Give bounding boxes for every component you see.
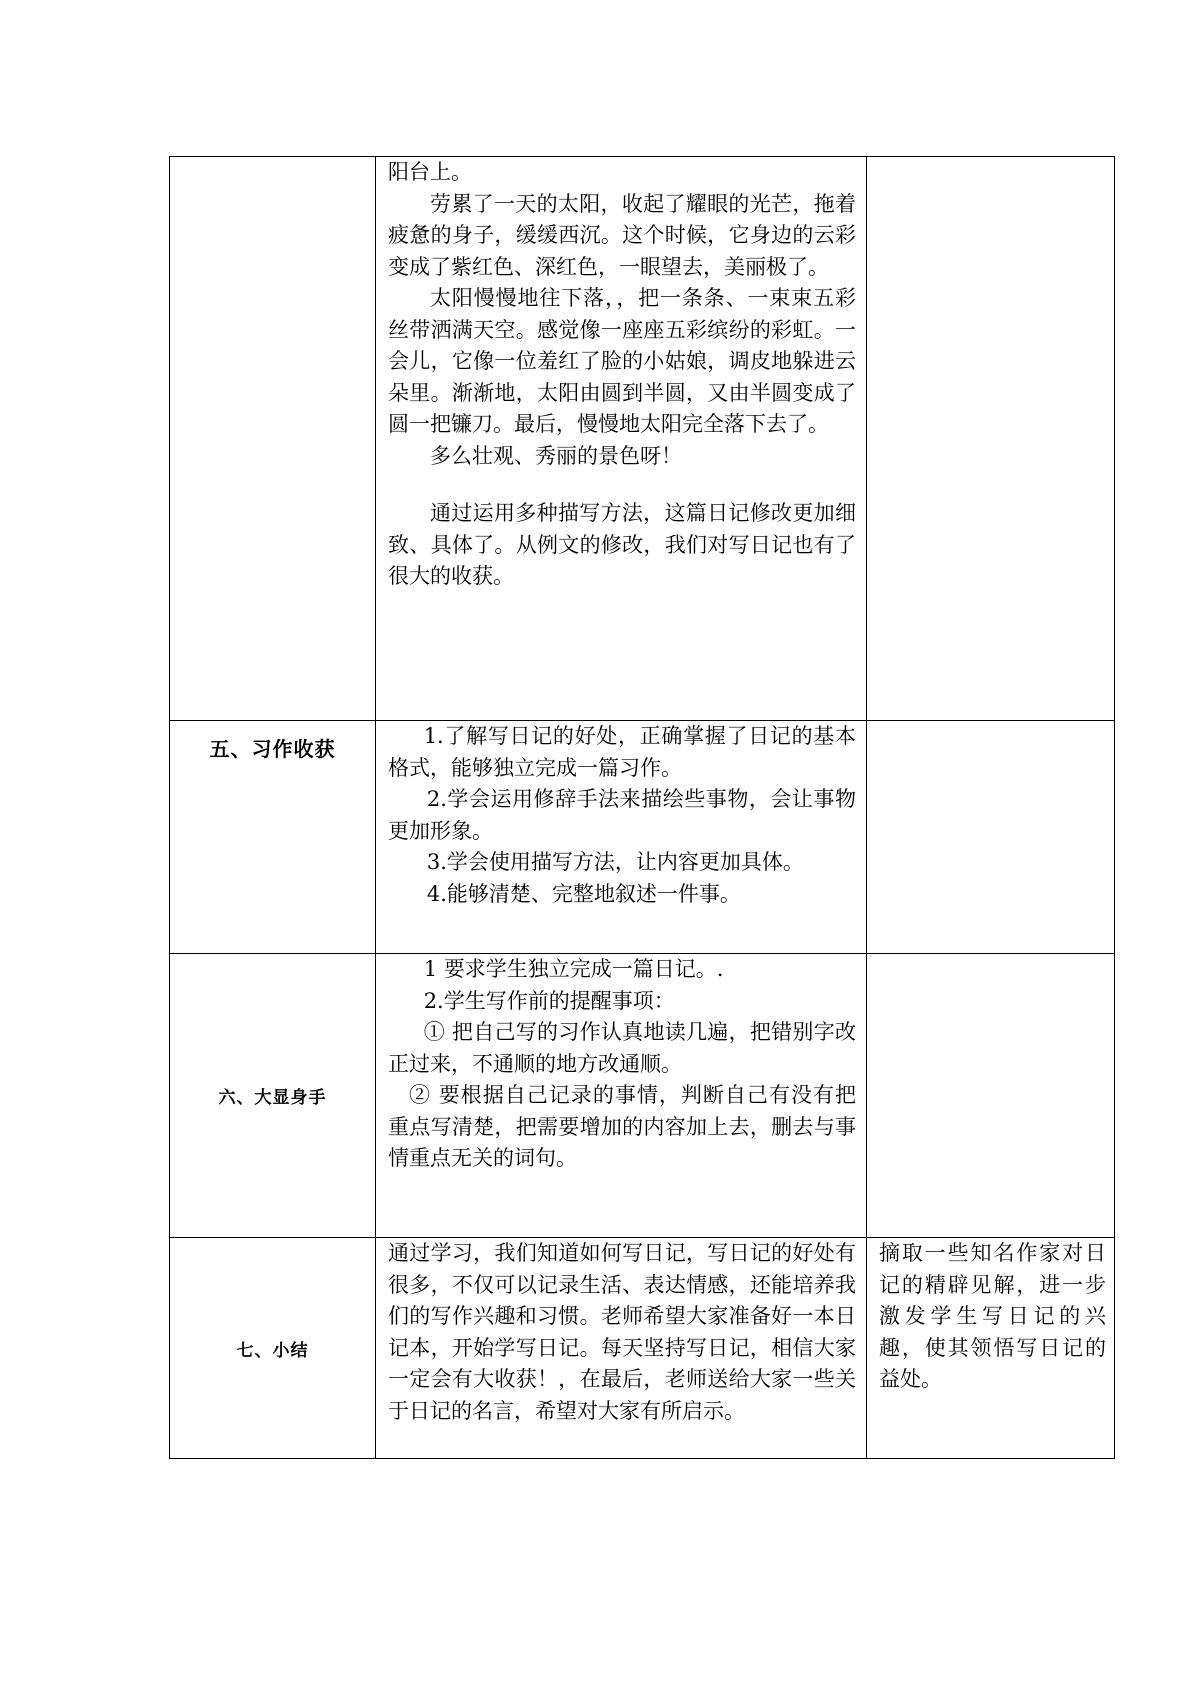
content-cell bbox=[376, 157, 867, 721]
section-title: 五、习作收获 bbox=[209, 737, 336, 761]
table-row bbox=[170, 954, 1115, 1238]
paragraph: 1 要求学生独立完成一篇日记。. bbox=[423, 957, 724, 981]
note-cell bbox=[867, 954, 1115, 1238]
paragraph-gap bbox=[388, 472, 856, 498]
paragraph: 2.学生写作前的提醒事项： bbox=[423, 988, 675, 1013]
lesson-plan-table bbox=[169, 156, 1115, 1459]
content-text bbox=[376, 1238, 866, 1427]
table-row bbox=[170, 721, 1115, 954]
section-title-cell bbox=[170, 1238, 376, 1459]
paragraph: 2.学会运用修辞手法来描绘些事物，会让事物更加形象。 bbox=[388, 787, 856, 843]
paragraph: 1.了解写日记的好处，正确掌握了日记的基本格式，能够独立完成一篇习作。 bbox=[388, 724, 856, 780]
paragraph: 劳累了一天的太阳，收起了耀眼的光芒，拖着疲惫的身子，缓缓西沉。这个时候，它身边的云彩变成了紫红色、深红色，一眼望去，美丽极了。 bbox=[388, 191, 856, 279]
paragraph: 太阳慢慢地往下落，，把一条条、一束束五彩丝带洒满天空。感觉像一座座五彩缤纷的彩虹。一会儿，它像一位羞红了脸的小姑娘，调皮地躲进云朵里。渐渐地，太阳由圆到半圆，又由半圆变成了圆一把镰刀。最后，慢慢地太阳完全落下去了。 bbox=[388, 286, 856, 436]
content-text bbox=[376, 721, 866, 910]
section-title-cell bbox=[170, 721, 376, 954]
note-cell bbox=[867, 1238, 1115, 1459]
content-text bbox=[376, 954, 866, 1175]
table-row bbox=[170, 1238, 1115, 1459]
content-cell bbox=[376, 1238, 867, 1459]
content-text bbox=[376, 157, 866, 593]
note-text bbox=[867, 1238, 1114, 1396]
paragraph: 多么壮观、秀丽的景色呀！ bbox=[430, 443, 682, 468]
paragraph: ① 把自己写的习作认真地读几遍，把错别字改正过来，不通顺的地方改通顺。 bbox=[388, 1020, 856, 1076]
paragraph: ② 要根据自己记录的事情，判断自己有没有把重点写清楚，把需要增加的内容加上去，删去与事情重点无关的词句。 bbox=[388, 1083, 856, 1170]
paragraph: 摘取一些知名作家对日记的精辟见解，进一步激发学生写日记的兴趣，使其领悟写日记的益处。 bbox=[879, 1241, 1106, 1391]
paragraph: 通过运用多种描写方法，这篇日记修改更加细致、具体了。从例文的修改，我们对写日记也有了很大的收获。 bbox=[388, 501, 856, 588]
paragraph: 3.学会使用描写方法，让内容更加具体。 bbox=[426, 850, 804, 874]
note-cell bbox=[867, 721, 1115, 954]
note-cell bbox=[867, 157, 1115, 721]
content-cell bbox=[376, 721, 867, 954]
paragraph: 4.能够清楚、完整地叙述一件事。 bbox=[426, 881, 741, 906]
paragraph: 阳台上。 bbox=[388, 160, 472, 184]
paragraph: 通过学习，我们知道如何写日记，写日记的好处有很多，不仅可以记录生活、表达情感，还能培养我们的写作兴趣和习惯。老师希望大家准备好一本日记本，开始学写日记。每天坚持写日记，相信大家一定会有大收获！，在最后，老师送给大家一些关于日记的名言，希望对大家有所启示。 bbox=[388, 1241, 856, 1423]
content-cell bbox=[376, 954, 867, 1238]
section-title-cell bbox=[170, 157, 376, 721]
section-title: 七、小结 bbox=[236, 1340, 309, 1361]
section-title-cell bbox=[170, 954, 376, 1238]
section-title: 六、大显身手 bbox=[218, 1088, 327, 1108]
table-row bbox=[170, 157, 1115, 721]
